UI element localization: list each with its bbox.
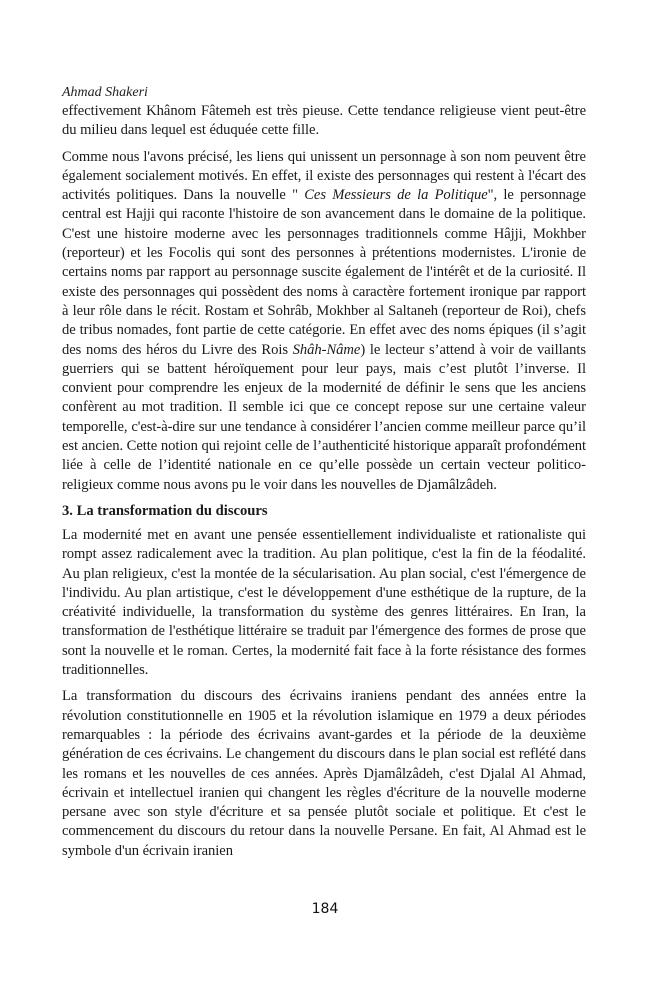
page-number: 184 [311,901,339,917]
book-title: Shâh-Nâme [292,341,361,358]
section-heading: 3. La transformation du discours [62,502,268,519]
paragraph-text: ) le lecteur s’attend à voir de vaillants guerriers qui se battent héroïquement pour leur pays, mais c’est plutôt l’inverse. Il convient pour comprendre les enjeux de la modernité de définir le sens que les anciens confèrent au mot tradition. Il semble ici que ce concept repose sur une certaine valeur temporelle, c'est-à-dire sur une tendance à considérer l’ancien comme meilleur parce qu’il est ancien. Cette notion qui rejoint celle de l’authenticité historique apparaît profondément liée à celle de l’identité nationale en ce qu’elle possède un certain vecteur politico-religieux comme nous avons pu le voir dans les nouvelles de Djamâlzâdeh. [62,341,586,493]
paragraph-continuation: effectivement Khânom Fâtemeh est très pieuse. Cette tendance religieuse vient peut-être du milieu dans lequel est éduquée cette fille. [62,103,586,139]
paragraph-text: ", le personnage central est Hajji qui raconte l'histoire de son avancement dans le domaine de la politique. C'est une histoire moderne avec les personnages traditionnels comme Hâjji, Mokhber (reporteur) et les Focolis qui sont des personnes à prétentions modernistes. L'ironie de certains noms par rapport au personnage suscite également de l'intérêt et de la curiosité. Il existe des personnages qui possèdent des noms à caractère fortement ironique par rapport à leur rôle dans le récit. Rostam et Sohrâb, Mokhber al Saltaneh (reporteur de Roi), chefs de tribus nomades, font partie de cette catégorie. En effet avec des noms épiques (il s’agit des noms des héros du Livre des Rois [62,187,586,358]
paragraph-modernity: La modernité met en avant une pensée essentiellement individualiste et rationaliste qui rompt assez radicalement avec la tradition. Au plan politique, c'est la fin de la féodalité. Au plan religieux, c'est la montée de la sécularisation. Au plan social, c'est l'émergence de l'individu. Au plan artistique, c'est le développement d'une esthétique de la rupture, de la créativité individuelle, la transformation du système des genres littéraires. En Iran, la transformation de l'esthétique littéraire se traduit par l'émergence des formes de prose que sont la nouvelle et le roman. Certes, la modernité fait face à la forte résistance des formes traditionnelles. [62,526,586,679]
running-head-author: Ahmad Shakeri [62,85,148,100]
paragraph-discourse-transformation: La transformation du discours des écrivains iraniens pendant des années entre la révolution constitutionnelle en 1905 et la révolution islamique en 1979 a deux périodes remarquables : la période des écrivains avant-gardes et la période de la deuxième génération de ces écrivains. Le changement du discours dans le plan social est reflété dans les romans et les nouvelles de ces années. Après Djamâlzâdeh, c'est Djalal Al Ahmad, écrivain et intellectuel iranien qui changent les règles d'écriture de la nouvelle moderne persane avec son style d'écriture et sa pensée plutôt sociale et politique. Et c'est le commencement du discours du retour dans la nouvelle Persane. En fait, Al Ahmad est le symbole d'un écrivain iranien [62,688,586,859]
document-page [62,84,586,868]
paragraph-names-social [62,148,586,495]
paragraph-text: Comme nous l'avons précisé, les liens qui unissent un personnage à son nom peuvent être également socialement motivés. En effet, il existe des personnages qui restent à l'écart des activités politiques. Dans la nouvelle " [62,148,586,204]
story-title: Ces Messieurs de la Politique [304,187,488,204]
